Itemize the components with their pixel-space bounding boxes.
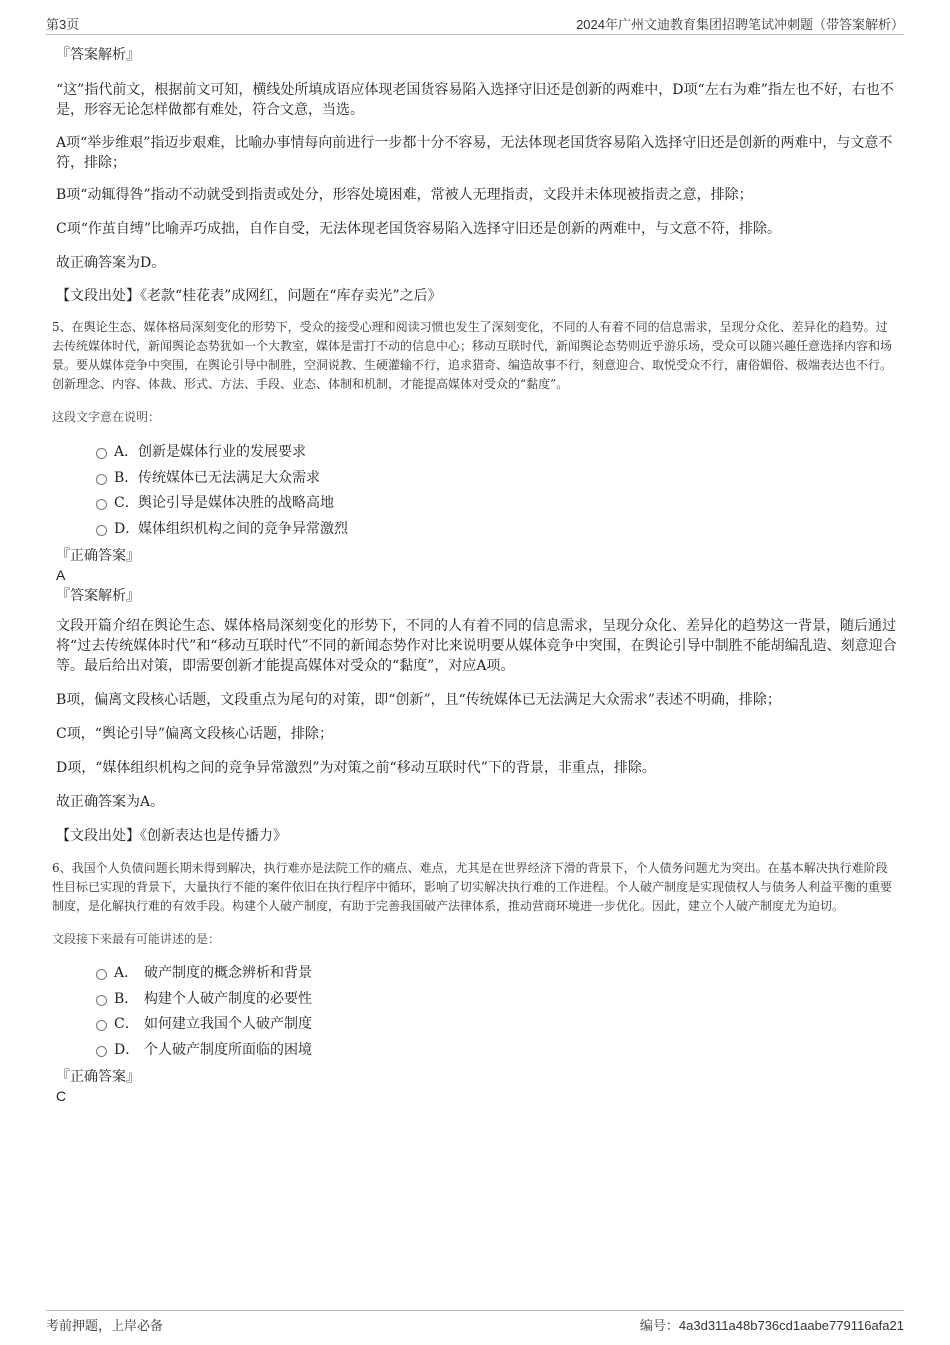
option-a[interactable]: A． 破产制度的概念辨析和背景 [94, 963, 898, 989]
analysis-paragraph: “这”指代前文，根据前文可知，横线处所填成语应体现老国货容易陷入选择守旧还是创新的两难中，D项“左右为难”指左也不好，右也不是，形容无论怎样做都有难处，符合文意，当选。 [56, 82, 894, 118]
analysis-paragraph: B项，偏离文段核心话题，文段重点为尾句的对策，即“创新”，且“传统媒体已无法满足大众需求”表述不明确，排除； [56, 692, 781, 708]
correct-answer-label: 『正确答案』 [56, 548, 140, 564]
radio-button[interactable] [96, 525, 107, 536]
analysis-paragraph: C项，“舆论引导”偏离文段核心话题，排除； [56, 726, 334, 742]
radio-button[interactable] [96, 995, 107, 1006]
page-header [46, 12, 904, 35]
option-a[interactable]: A．创新是媒体行业的发展要求 [94, 442, 898, 468]
page-footer [46, 1310, 904, 1337]
radio-button[interactable] [96, 1020, 107, 1031]
correct-answer: A [56, 567, 66, 583]
analysis-label: 『答案解析』 [56, 47, 140, 63]
question-5-text: 5、在舆论生态、媒体格局深刻变化的形势下，受众的接受心理和阅读习惯也发生了深刻变化，不同的人有着不同的信息需求，呈现分众化、差异化的趋势。过去传统媒体时代，新闻舆论态势犹如一个大教室，媒体是雷打不动的信息中心；移动互联时代，新闻舆论态势则近乎游乐场，受众可以随兴趣任意选择内容和场景。要从媒体竞争中突围，在舆论引导中制胜，空洞说教、生硬灌输不行，追求猎奇、编造故事不行，刻意迎合、取悦受众不行，庸俗媚俗、极端表达也不行。创新理念、内容、体裁、形式、方法、手段、业态、体制和机制，才能提高媒体对受众的“黏度”。 [52, 320, 893, 391]
question-6-text: 6、我国个人负债问题长期未得到解决，执行难亦是法院工作的痛点、难点，尤其是在世界经济下滑的背景下，个人债务问题尤为突出。在基本解决执行难阶段性目标已实现的背景下，大量执行不能的案件依旧在执行程序中循环，影响了切实解决执行难的工作进程。个人破产制度是实现债权人与债务人利益平衡的重要制度，是化解执行难的有效手段。构建个人破产制度，有助于完善我国破产法律体系，推动营商环境进一步优化。因此，建立个人破产制度尤为迫切。 [52, 861, 893, 913]
analysis-paragraph: C项“作茧自缚”比喻弄巧成拙，自作自受，无法体现老国货容易陷入选择守旧还是创新的两难中，与文意不符，排除。 [56, 221, 782, 237]
footer-slogan: 考前押题，上岸必备 [46, 1318, 164, 1333]
source-citation: 【文段出处】《创新表达也是传播力》 [56, 828, 287, 844]
question-6-options [94, 963, 898, 1065]
document-id: 编号：4a3d311a48b736cd1aabe779116afa21 [639, 1318, 904, 1333]
analysis-paragraph: A项“举步维艰”指迈步艰难，比喻办事情每向前进行一步都十分不容易，无法体现老国货容易陷入选择守旧还是创新的两难中，与文意不符，排除； [56, 135, 893, 171]
option-c[interactable]: C．舆论引导是媒体决胜的战略高地 [94, 493, 898, 519]
conclusion: 故正确答案为A。 [56, 794, 165, 810]
radio-button[interactable] [96, 499, 107, 510]
correct-answer-label: 『正确答案』 [56, 1069, 140, 1085]
analysis-paragraph: D项，“媒体组织机构之间的竞争异常激烈”为对策之前“移动互联时代”下的背景，非重点，排除。 [56, 760, 656, 776]
question-5-stem: 这段文字意在说明： [52, 410, 161, 424]
option-c[interactable]: C． 如何建立我国个人破产制度 [94, 1014, 898, 1040]
document-title: 2024年广州文迪教育集团招聘笔试冲刺题（带答案解析） [576, 17, 904, 32]
analysis-paragraph: 文段开篇介绍在舆论生态、媒体格局深刻变化的形势下，不同的人有着不同的信息需求，呈现分众化、差异化的趋势这一背景，随后通过将“过去传统媒体时代”和“移动互联时代”不同的新闻态势作对比来说明要从媒体竞争中突围，在舆论引导中制胜不能胡编乱造、刻意迎合等。最后给出对策，即需要创新才能提高媒体对受众的“黏度”，对应A项。 [56, 618, 897, 674]
question-5-options [94, 442, 898, 544]
option-b[interactable]: B． 构建个人破产制度的必要性 [94, 989, 898, 1015]
option-d[interactable]: D． 个人破产制度所面临的困境 [94, 1040, 898, 1066]
conclusion: 故正确答案为D。 [56, 255, 166, 271]
source-citation: 【文段出处】《老款“桂花表”成网红，问题在“库存卖光”之后》 [56, 288, 442, 304]
page-number: 第3页 [46, 17, 80, 32]
option-d[interactable]: D．媒体组织机构之间的竞争异常激烈 [94, 519, 898, 545]
analysis-paragraph: B项“动辄得咎”指动不动就受到指责或处分，形容处境困难，常被人无理指责，文段并未体现被指责之意，排除； [56, 187, 753, 203]
page-content [52, 40, 898, 1105]
radio-button[interactable] [96, 1046, 107, 1057]
correct-answer: C [56, 1088, 67, 1104]
radio-button[interactable] [96, 474, 107, 485]
analysis-label: 『答案解析』 [56, 588, 140, 604]
radio-button[interactable] [96, 448, 107, 459]
radio-button[interactable] [96, 969, 107, 980]
option-b[interactable]: B．传统媒体已无法满足大众需求 [94, 468, 898, 494]
question-6-stem: 文段接下来最有可能讲述的是： [52, 932, 221, 946]
